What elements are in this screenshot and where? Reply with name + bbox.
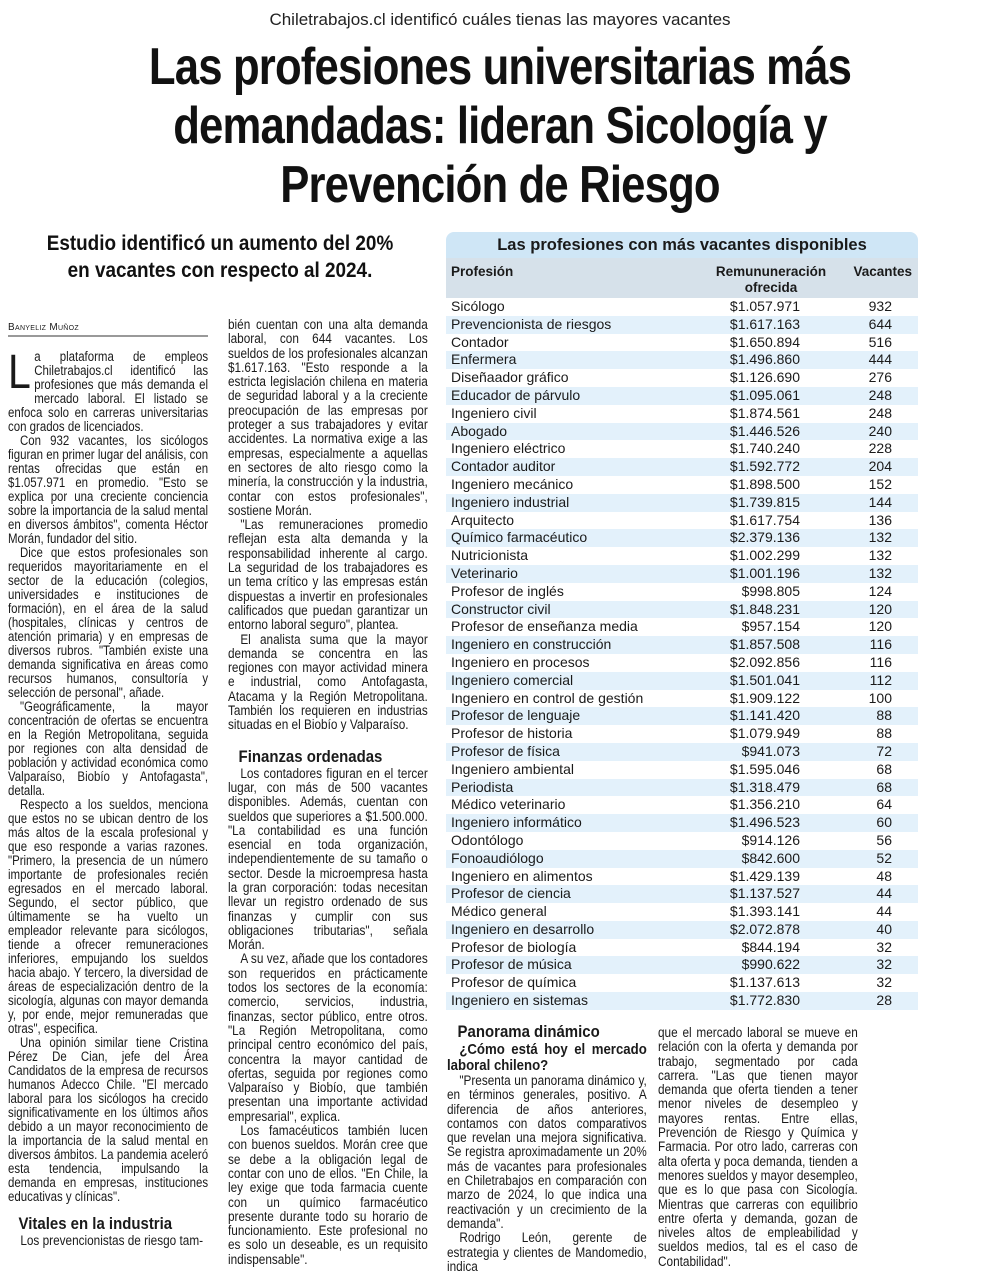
cell-remuneration: $1.874.561 [729,404,800,421]
cell-vacancies: 56 [876,831,892,848]
cell-profession: Ingeniero ambiental [451,760,574,777]
table-row [446,618,918,636]
deck [22,230,418,284]
article-column-2 [228,317,430,1267]
cell-remuneration: $1.501.041 [729,671,800,688]
table-header [446,258,918,298]
cell-profession: Profesor de física [451,742,560,759]
cell-remuneration: $1.650.894 [729,333,800,350]
table-row [446,939,918,957]
article-paragraph: bién cuentan con una alta demanda laboral, con 644 vacantes. Los sueldos de los profesionales alcanzan $1.617.163. "Esto responde a la estricta legislación chilena en materia de seguridad laboral y a la creciente preocupación de las empresas por proteger a sus trabajadores y evitar accidentes. La normativa exige a las empresas, especialmente a aquellas en sectores de alto riesgo como la minería, la construcción y la industria, contar con estos profesionales", sostiene Morán. [228,317,428,518]
interview-question: ¿Cómo está hoy el mercado laboral chileno? [447,1041,647,1074]
table-row [446,868,918,886]
table-row [446,974,918,992]
cell-remuneration: $2.379.136 [729,529,800,546]
cell-remuneration: $1.740.240 [729,440,800,457]
cell-remuneration: $1.057.971 [729,298,800,314]
cell-remuneration: $842.600 [741,849,800,866]
cell-remuneration: $1.137.527 [729,885,800,902]
cell-profession: Ingeniero en construcción [451,636,612,653]
cell-vacancies: 152 [868,475,892,492]
cell-profession: Nutricionista [451,547,529,564]
cell-vacancies: 132 [868,547,892,564]
cell-vacancies: 124 [868,582,892,599]
table-row [446,672,918,690]
cell-profession: Ingeniero en sistemas [451,992,588,1009]
article-column-3 [447,1022,650,1274]
cell-vacancies: 228 [868,440,892,457]
table-row [446,654,918,672]
paragraph-text: a plataforma de empleos Chiletrabajos.cl identificó las profesiones que más demanda el mercado laboral. El listado se enfoca solo en carreras universitarias con grados de licenciados. [8,349,209,434]
kicker: Chiletrabajos.cl identificó cuáles tienas las mayores vacantes [269,10,731,29]
cell-vacancies: 240 [868,422,892,439]
cell-remuneration: $941.073 [741,742,800,759]
cell-vacancies: 120 [868,600,892,617]
table-row [446,387,918,405]
article-paragraph: "Geográficamente, la mayor concentración de ofertas se encuentra en la Región Metropolitana, seguida por regiones con alta densidad de población y actividad económica como Valparaíso, Biobío y Antofagasta", detalla. [8,699,209,798]
cell-vacancies: 136 [868,511,892,528]
headline-line: Prevención de Riesgo [280,156,720,214]
cell-remuneration: $1.141.420 [729,707,800,724]
deck-line: en vacantes con respecto al 2024. [67,259,373,282]
cell-profession: Educador de párvulo [451,386,581,403]
cell-vacancies: 32 [876,938,892,955]
table-row [446,885,918,903]
table-row [446,512,918,530]
article-paragraph: Con 932 vacantes, los sicólogos figuran en primer lugar del análisis, con rentas ofrecidas que están en $1.057.971 en promedio. "Esto se explica por una creciente conciencia sobre la importancia de la salud mental en diversos ámbitos", comenta Héctor Morán, fundador del sitio. [8,433,209,546]
cell-vacancies: 52 [876,849,892,866]
table-row [446,814,918,832]
table-row [446,992,918,1010]
cell-vacancies: 32 [876,974,892,991]
cell-vacancies: 68 [876,778,892,795]
cell-profession: Ingeniero civil [451,404,537,421]
article-paragraph: "Las remuneraciones promedio reflejan esta alta demanda y la responsabilidad inherente al cargo. La seguridad de los trabajadores es un tema crítico y las empresas están dispuestas a invertir en profesionales calificados que puedan garantizar un entorno laboral seguro", plantea. [228,517,428,633]
cell-remuneration: $1.356.210 [729,796,800,813]
cell-remuneration: $1.617.163 [729,315,800,332]
article-paragraph: Los contadores figuran en el tercer lugar, con más de 500 vacantes disponibles. Además, cuentan con sueldos que superiores a $1.500.000. "La contabilidad es una función esencial en toda organización, independientemente de su tamaño o sector. Desde la microempresa hasta la gran corporación: todas necesitan llevar un registro ordenado de sus finanzas y cumplir con sus obligaciones tributarias", señala Morán. [228,765,428,953]
table-row [446,761,918,779]
table-row [446,850,918,868]
cell-vacancies: 60 [876,814,892,831]
cell-profession: Profesor de lenguaje [451,707,581,724]
cell-vacancies: 248 [868,404,892,421]
cell-vacancies: 100 [868,689,892,706]
table-row [446,601,918,619]
table-row [446,725,918,743]
header-remuneration: Remununeración ofrecida [715,264,827,295]
cell-remuneration: $1.772.830 [729,992,800,1009]
cell-profession: Contador [451,333,509,350]
article-paragraph: Los famacéuticos también lucen con buenos sueldos. Morán cree que se debe a la obligación legal de contar con uno de ellos. "En Chile, la ley exige que toda farmacia cuente con un químico farmacéutico presente durante todo su horario de funcionamiento. Este profesional no es solo un deseable, es un requisito indispensable". [228,1123,428,1267]
cell-remuneration: $1.137.613 [729,974,800,991]
cell-profession: Profesor de inglés [451,582,564,599]
table-row [446,423,918,441]
header-profession: Profesión [451,264,514,279]
cell-profession: Ingeniero en alimentos [451,867,593,884]
table-row [446,956,918,974]
cell-profession: Sicólogo [451,298,505,314]
cell-remuneration: $1.909.122 [729,689,800,706]
cell-remuneration: $1.848.231 [729,600,800,617]
table-row [446,316,918,334]
cell-vacancies: 444 [868,351,892,368]
table-row [446,351,918,369]
cell-profession: Químico farmacéutico [451,529,588,546]
article-column-1 [8,346,209,1212]
cell-remuneration: $1.318.479 [729,778,800,795]
table-row [446,476,918,494]
cell-vacancies: 40 [876,920,892,937]
cell-profession: Ingeniero en control de gestión [451,689,644,706]
cell-vacancies: 88 [876,707,892,724]
table-row [446,565,918,583]
table-row [446,405,918,423]
cell-profession: Médico general [451,903,547,920]
subheading: Finanzas ordenadas [238,746,383,766]
article-paragraph: "Presenta un panorama dinámico y, en términos generales, positivo. A diferencia de años anteriores, contamos con datos comparativos que revelan una mejora significativa. Se registra aproximadamente un 20% más de vacantes para profesionales en Chiletrabajos en comparación con marzo de 2024, lo que indica una reactivación y un crecimiento de la demanda". [447,1073,647,1231]
article-paragraph: Una opinión similar tiene Cristina Pérez De Cian, jefe del Área Candidatos de la empresa de recursos humanos Adecco Chile. "El mercado laboral para los sicólogos ha crecido significativamente en los últimos años debido a un mayor reconocimiento de la importancia de la salud mental en diversos ámbitos. La pandemia aceleró esta tendencia, impulsando la demanda en empresas, instituciones educativas y clínicas". [8,1035,209,1204]
table-row [446,440,918,458]
table-row [446,921,918,939]
table-row [446,690,918,708]
cell-vacancies: 144 [868,493,892,510]
vacancies-table [446,232,918,1010]
cell-remuneration: $1.001.196 [729,564,800,581]
subheading: Vitales en la industria [18,1214,173,1233]
cell-profession: Ingeniero industrial [451,493,570,510]
cell-vacancies: 64 [876,796,892,813]
drop-cap: L [8,346,31,399]
cell-remuneration: $1.126.690 [729,369,800,386]
cell-remuneration: $2.072.878 [729,920,800,937]
cell-remuneration: $1.446.526 [729,422,800,439]
headline-line: Las profesiones universitarias más [148,38,852,96]
cell-vacancies: 48 [876,867,892,884]
cell-profession: Abogado [451,422,508,439]
article-column-1-end [8,1214,208,1253]
headline [0,38,1000,215]
cell-vacancies: 116 [869,636,892,653]
article-paragraph: Los prevencionistas de riesgo tam- [20,1233,204,1248]
table-row [446,547,918,565]
cell-vacancies: 932 [868,298,892,314]
cell-profession: Enfermera [451,351,517,368]
cell-profession: Fonoaudiólogo [451,849,544,866]
cell-vacancies: 44 [876,903,892,920]
cell-remuneration: $990.622 [741,956,800,973]
cell-remuneration: $1.592.772 [729,458,800,475]
table-row [446,334,918,352]
cell-profession: Ingeniero en desarrollo [451,920,595,937]
cell-profession: Ingeniero comercial [451,671,574,688]
cell-profession: Profesor de música [451,956,572,973]
cell-profession: Médico veterinario [451,796,566,813]
cell-remuneration: $2.092.856 [729,653,800,670]
table-title: Las profesiones con más vacantes disponibles [446,232,918,258]
cell-vacancies: 112 [869,671,892,688]
cell-profession: Ingeniero eléctrico [451,440,566,457]
cell-remuneration: $1.617.754 [729,511,800,528]
article-paragraph [8,346,209,434]
cell-vacancies: 28 [876,992,892,1009]
deck-line: Estudio identificó un aumento del 20% [46,232,394,255]
cell-vacancies: 516 [868,333,892,350]
cell-profession: Profesor de enseñanza media [451,618,638,635]
table-row [446,779,918,797]
cell-remuneration: $1.095.061 [729,386,800,403]
cell-remuneration: $1.429.139 [729,867,800,884]
table-row [446,458,918,476]
cell-remuneration: $914.126 [741,831,800,848]
subheading: Panorama dinámico [457,1022,600,1041]
cell-profession: Ingeniero en procesos [451,653,590,670]
cell-remuneration: $1.002.299 [729,547,800,564]
table-body [446,298,918,1010]
cell-profession: Profesor de química [451,974,577,991]
cell-vacancies: 248 [868,386,892,403]
table-row [446,903,918,921]
cell-profession: Diseñaador gráfico [451,369,569,386]
cell-vacancies: 132 [868,564,892,581]
table-row [446,832,918,850]
table-row [446,583,918,601]
cell-vacancies: 120 [868,618,892,635]
table-row [446,743,918,761]
cell-vacancies: 132 [868,529,892,546]
article-paragraph: Rodrigo León, gerente de estrategia y clientes de Mandomedio, indica [447,1230,647,1274]
article-paragraph: El analista suma que la mayor demanda se concentra en las regiones con mayor actividad minera e industrial, como Antofagasta, Atacama y la Región Metropolitana. También los requieren en industrias situadas en el Biobío y Valparaíso. [228,631,428,733]
cell-remuneration: $998.805 [741,582,800,599]
table-row [446,707,918,725]
cell-remuneration: $1.496.860 [729,351,800,368]
cell-remuneration: $844.194 [741,938,800,955]
table-row [446,796,918,814]
cell-profession: Arquitecto [451,511,515,528]
cell-profession: Ingeniero mecánico [451,475,574,492]
cell-vacancies: 276 [868,369,892,386]
cell-remuneration: $1.898.500 [729,475,800,492]
cell-remuneration: $1.079.949 [729,725,800,742]
cell-vacancies: 44 [876,885,892,902]
cell-profession: Profesor de ciencia [451,885,571,902]
cell-vacancies: 32 [876,956,892,973]
cell-remuneration: $1.739.815 [729,493,800,510]
article-paragraph: Respecto a los sueldos, menciona que estos no se ubican dentro de los más altos de la escala profesional y que eso responde a varias razones. "Primero, la presencia de un número importante de profesionales recién egresados en el mercado laboral. Segundo, el sector público, que últimamente se ha vuelto un empleador relevante para sicólogos, tiende a ofrecer remuneraciones inferiores, empujando los sueldos hacia abajo. Y tercero, la diversidad de áreas de especialización dentro de la sicología, algunas con mayor demanda y, por ende, mejor remuneradas que otras", especifica. [8,797,209,1036]
article-paragraph: que el mercado laboral se mueve en relación con la oferta y demanda por trabajo, segmentado por cada carrera. "Las que tienen mayor demanda que oferta tienden a tener menor niveles de desempleo y mayores rentas. Entre ellas, Prevención de Riesgo y Química y Farmacia. Por otro lado, carreras con alta oferta y poca demanda, tienden a menores sueldos y mayor desempleo, que es lo que pasa con Sicología. Mientras que carreras con equilibrio entre oferta y demanda, gozan de niveles altos de empleabilidad y sueldos medios, tal es el caso de Contabilidad". [658,1025,858,1269]
cell-profession: Ingeniero informático [451,814,582,831]
article-paragraph: Dice que estos profesionales son requeridos mayoritariamente en el sector de la educación (colegios, universidades e instituciones de formación), en el área de la salud (hospitales, clínicas y centros de atención primaria) y en empresas de diversos rubros. "También existe una demanda significativa en áreas como recursos humanos, consultoría y selección de personal", añade. [8,545,209,700]
cell-remuneration: $957.154 [741,618,800,635]
cell-profession: Contador auditor [451,458,556,475]
cell-profession: Prevencionista de riesgos [451,315,612,332]
cell-remuneration: $1.595.046 [729,760,800,777]
cell-profession: Profesor de biología [451,938,577,955]
article-column-4 [658,1025,864,1269]
table-row [446,494,918,512]
article-paragraph: A su vez, añade que los contadores son requeridos en prácticamente todos los sectores de la economía: comercio, servicios, industria, finanzas, sector público, entre otros. "La Región Metropolitana, como principal centro económico del país, concentra la mayor cantidad de ofertas, seguida por regiones como Valparaíso y Biobío, que también presentan una importante actividad empresarial", explica. [228,951,428,1124]
table-row [446,529,918,547]
byline: Banyeliz Muñoz [8,322,208,337]
cell-profession: Constructor civil [451,600,551,617]
cell-vacancies: 88 [876,725,892,742]
cell-vacancies: 68 [876,760,892,777]
cell-profession: Veterinario [451,564,518,581]
cell-vacancies: 72 [876,742,892,759]
cell-profession: Periodista [451,778,514,795]
table-row [446,636,918,654]
cell-profession: Odontólogo [451,831,524,848]
table-row [446,298,918,316]
cell-remuneration: $1.393.141 [729,903,800,920]
cell-vacancies: 116 [869,653,892,670]
headline-line: demandadas: lideran Sicología y [173,97,827,155]
cell-vacancies: 204 [868,458,892,475]
cell-vacancies: 644 [868,315,892,332]
cell-remuneration: $1.496.523 [729,814,800,831]
header-vacancies: Vacantes [853,264,912,279]
cell-profession: Profesor de historia [451,725,573,742]
table-row [446,369,918,387]
cell-remuneration: $1.857.508 [729,636,800,653]
